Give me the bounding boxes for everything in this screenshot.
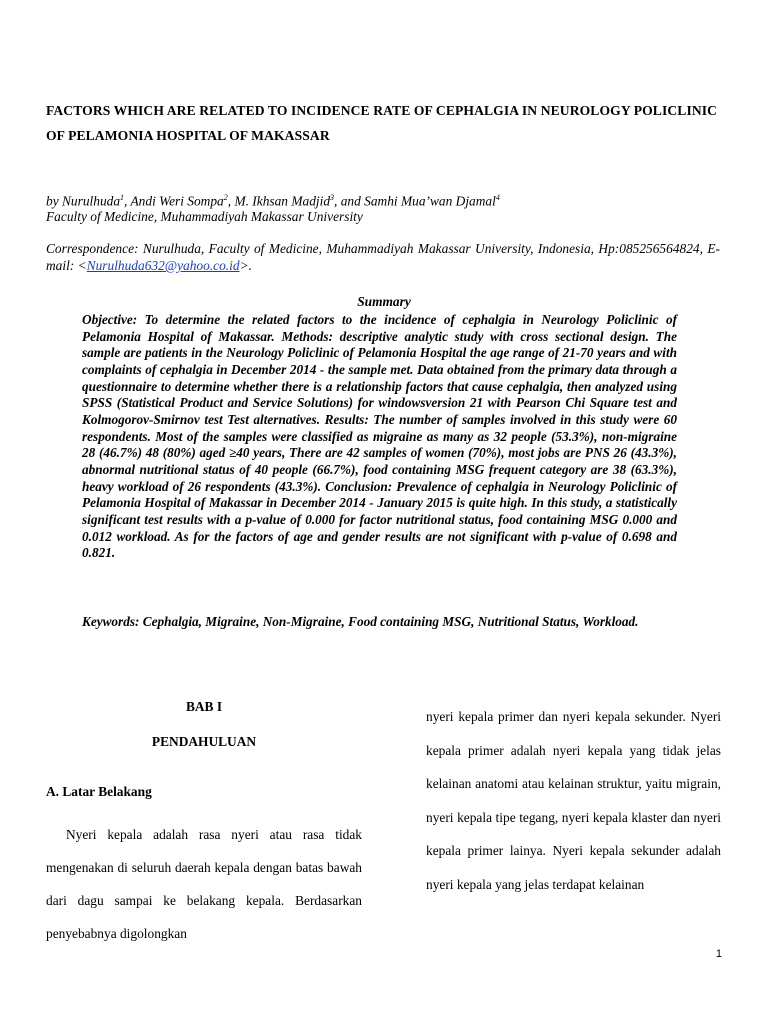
correspondence-suffix: >. [239,258,252,273]
section-heading: A. Latar Belakang [46,784,152,799]
chapter-title: PENDAHULUAN [151,734,257,749]
page-number: 1 [715,948,722,960]
author-2-mark: 2 [223,193,228,202]
author-1-mark: 1 [120,193,125,202]
author-block [46,190,736,225]
keywords: Keywords: Cephalgia, Migraine, Non-Migraine, Food containing MSG, Nutritional Status, Workload. [82,614,639,629]
correspondence-text: Correspondence: Nurulhuda, Faculty of Medicine, Muhammadiyah Makassar University, Indonesia, Hp:085256564824, E-mail: < [46,241,720,273]
left-column-text: Nyeri kepala adalah rasa nyeri atau rasa tidak mengenakan di seluruh daerah kepala dengan batas bawah dari dagu sampai ke belakang kepala. Berdasarkan penyebabnya digolongkan [46,827,362,941]
author-3: , M. Ikhsan Madjid [227,193,331,209]
chapter-number: BAB I [185,699,223,714]
summary-body: Objective: To determine the related factors to the incidence of cephalgia in Neurology Policlinic of Pelamonia Hospital of Makassar. Methods: descriptive analytic study with cross sectional design. The sample are patients in the Neurology Policlinic of Pelamonia Hospital the age range of 21-70 years and with complaints of cephalgia in December 2014 - the sample met. Data obtained from the primary data through a questionnaire to determine whether there is a relationship factors that cause cephalgia, then analyzed using SPSS (Statistical Product and Service Solutions) for windowsversion 21 with Pearson Chi Square test and Kolmogorov-Smirnov test Test alternatives. Results: The number of samples involved in this study were 60 respondents. Most of the samples were classified as migraine as many as 32 people (53.3%), non-migraine 28 (46.7%) 48 (80%) aged ≥40 years, There are 42 samples of women (70%), most jobs are PNS 26 (43.3%), abnormal nutritional status of 40 people (66.7%), food containing MSG frequent category are 38 (63.3%), heavy workload of 26 respondents (43.3%). Conclusion: Prevalence of cephalgia in Neurology Policlinic of Pelamonia Hospital of Makassar in December 2014 - January 2015 is quite high. In this study, a statistically significant test results with a p-value of 0.000 for factor nutritional status, food containing MSG 0.000 and 0.012 workload. As for the factors of age and gender results are not significant with p-value of 0.698 and 0.821. [82,312,677,561]
paper-title: FACTORS WHICH ARE RELATED TO INCIDENCE RATE OF CEPHALGIA IN NEUROLOGY POLICLINIC OF PELAMONIA HOSPITAL OF MAKASSAR [46,103,718,143]
email-link[interactable]: Nurulhuda632@yahoo.co.id [86,258,240,273]
correspondence [46,240,720,274]
author-line [46,190,736,209]
summary-heading: Summary [357,294,411,309]
author-prefix: by [46,193,62,209]
affiliation: Faculty of Medicine, Muhammadiyah Makassar University [46,209,363,225]
author-2: , Andi Weri Sompa [124,193,224,209]
author-1: Nurulhuda [62,193,121,209]
author-4-mark: 4 [495,193,500,202]
right-column-text: nyeri kepala primer dan nyeri kepala sekunder. Nyeri kepala primer adalah nyeri kepala yang tidak jelas kelainan anatomi atau kelainan struktur, yaitu migrain, nyeri kepala tipe tegang, nyeri kepala klaster dan nyeri kepala primer lainya. Nyeri kepala sekunder adalah nyeri kepala yang jelas terdapat kelainan [426,709,721,892]
author-4: , and Samhi Mua’wan Djamal [334,193,496,209]
author-3-mark: 3 [330,193,335,202]
